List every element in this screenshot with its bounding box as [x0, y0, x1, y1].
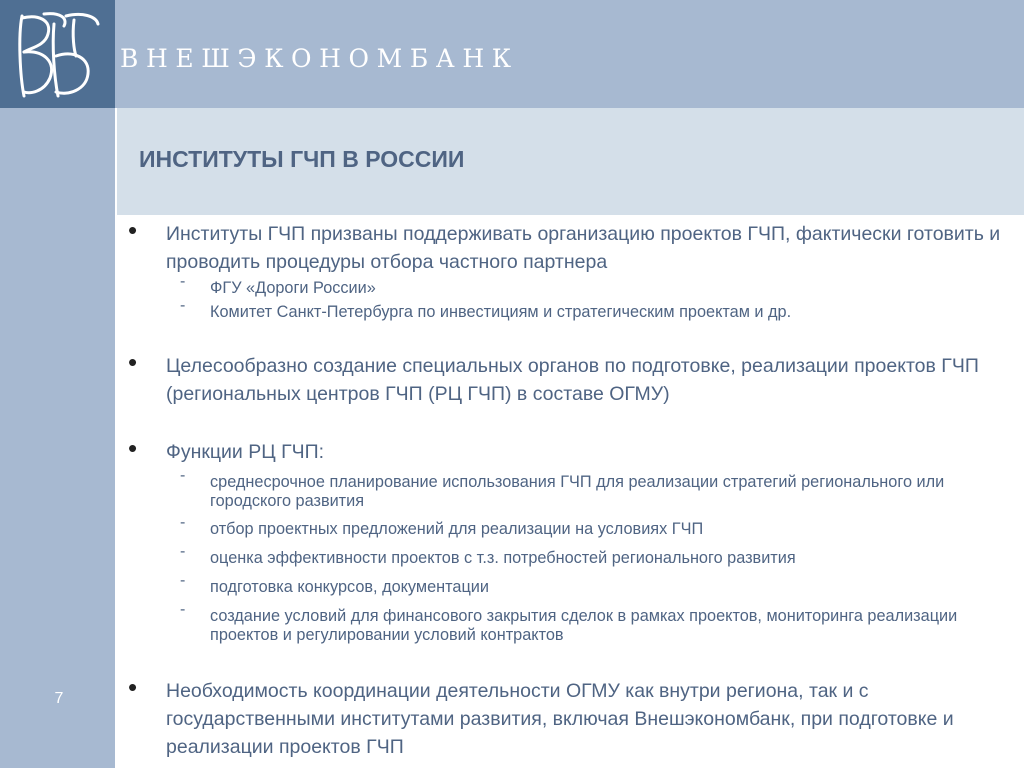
bullet-text: Целесообразно создание специальных органов по подготовке, реализации проектов ГЧП (региональных центров ГЧП (РЦ ГЧП) в составе ОГМУ)	[166, 355, 979, 405]
sub-item-text: среднесрочное планирование использования ГЧП для реализации стратегий регионального или городского развития	[210, 473, 945, 510]
dash-icon: -	[180, 543, 186, 560]
veb-logo-icon	[8, 6, 106, 102]
bullet-text: Функции РЦ ГЧП:	[166, 441, 325, 463]
dash-icon: -	[180, 514, 186, 531]
dash-icon: -	[180, 467, 186, 484]
bullet-dot-icon: •	[128, 215, 138, 245]
sub-item-text: Комитет Санкт-Петербурга по инвестициям и стратегическим проектам и др.	[210, 303, 792, 321]
bullet-text: Необходимость координации деятельности ОГМУ как внутри региона, так и с государственными институтами развития, включая Внешэкономбанк, при подготовке и реализации проектов ГЧП	[166, 680, 954, 758]
sub-item-text: создание условий для финансового закрытия сделок в рамках проектов, мониторинга реализации проектов и регулировании условий контрактов	[210, 607, 958, 644]
sub-item-text: подготовка конкурсов, документации	[210, 578, 489, 596]
page-number: 7	[54, 690, 64, 707]
bullet-dot-icon: •	[128, 347, 138, 377]
bullet-dot-icon: •	[128, 433, 138, 463]
dash-icon: -	[180, 297, 186, 314]
bullet-dot-icon: •	[128, 672, 138, 702]
sub-item-text: оценка эффективности проектов с т.з. потребностей регионального развития	[210, 549, 796, 567]
logo-panel	[0, 0, 115, 108]
sub-item-text: отбор проектных предложений для реализации на условиях ГЧП	[210, 520, 704, 538]
bank-name: ВНЕШЭКОНОМБАНК	[120, 44, 519, 73]
dash-icon: -	[180, 572, 186, 589]
bullet-text: Институты ГЧП призваны поддерживать организацию проектов ГЧП, фактически готовить и проводить процедуры отбора частного партнера	[166, 223, 1001, 273]
left-sidebar-band	[0, 108, 115, 768]
dash-icon: -	[180, 601, 186, 618]
dash-icon: -	[180, 273, 186, 290]
sub-item-text: ФГУ «Дороги России»	[210, 279, 376, 297]
slide-title: ИНСТИТУТЫ ГЧП В РОССИИ	[139, 146, 465, 172]
